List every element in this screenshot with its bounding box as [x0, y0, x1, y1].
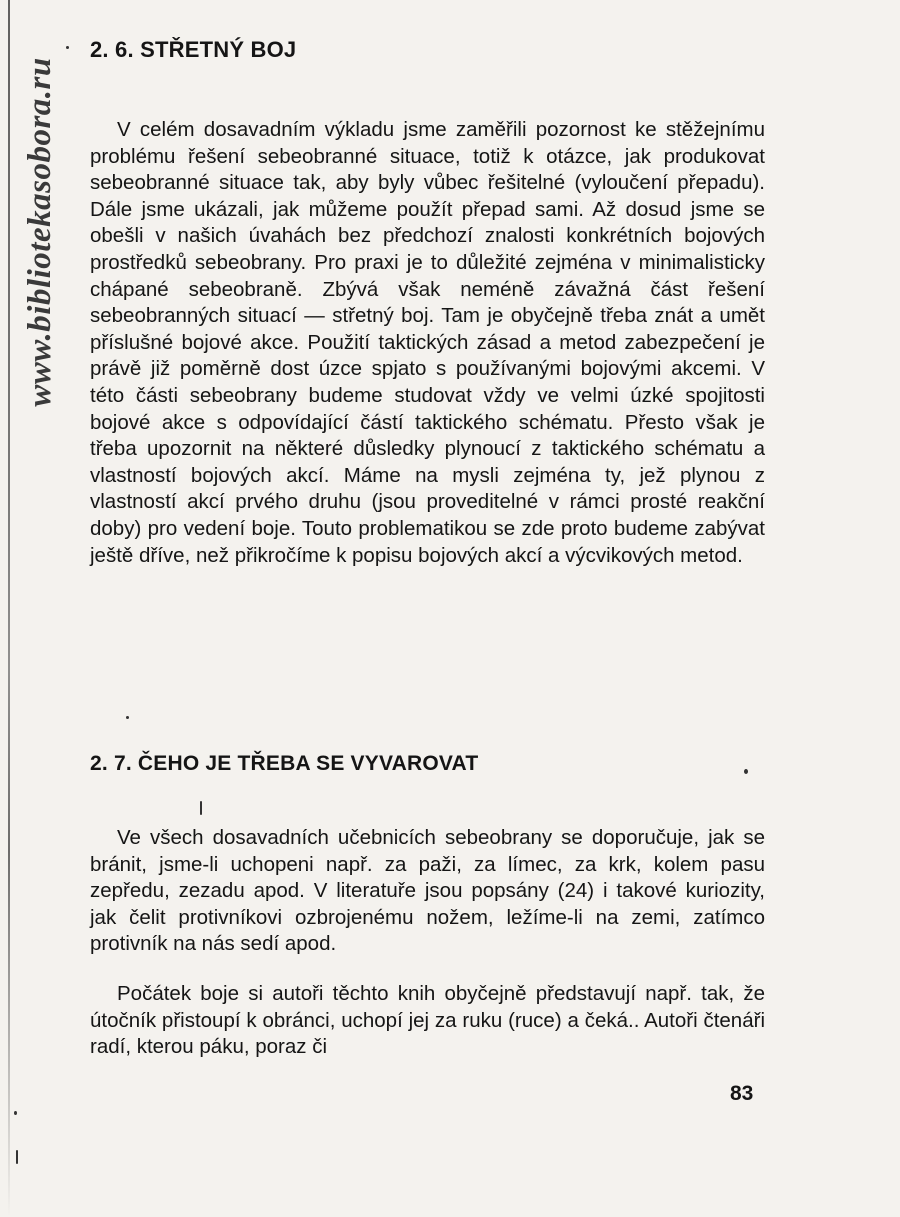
book-spine-edge: [8, 0, 10, 1217]
paragraph-vyvarovat-1: Ve všech dosavadních učebnicích sebeobrany se doporučuje, jak se bránit, jsme-li uchopeni např. za paži, za límec, za krk, kolem pasu zepředu, zezadu apod. V literatuře jsou popsány (24) i takové kuriozity, jak čelit protivníkovi ozbrojenému nožem, ležíme-li na zemi, zatímco protivník na nás sedí apod.: [90, 826, 765, 956]
speck-mark: [66, 46, 69, 49]
speck-mark: [16, 1150, 18, 1164]
paragraph-vyvarovat-2: Počátek boje si autoři těchto knih obyčejně představují např. tak, že útočník přistoupí k obránci, uchopí jej za ruku (ruce) a čeká.. Autoři čtenáři radí, kterou páku, poraz či: [90, 982, 765, 1059]
speck-mark: [14, 1111, 17, 1115]
page-number: 83: [730, 1082, 754, 1105]
speck-mark: [126, 716, 129, 719]
speck-mark: [200, 801, 202, 815]
paragraph-stretny-boj: V celém dosavadním výkladu jsme zaměřili pozornost ke stěžejnímu problému řešení sebeobranné situace, totiž k otázce, jak produkovat sebeobranné situace tak, aby byly vůbec řešitelné (vyloučení přepadu). Dále jsme ukázali, jak můžeme použít přepad sami. Až dosud jsme se obešli v našich úvahách bez předchozí znalosti konkrétních bojových prostředků sebeobrany. Pro praxi je to důležité zejména v minimalisticky chápané sebeobraně. Zbývá však neméně závažná část řešení sebeobranných situací — střetný boj. Tam je obyčejně třeba znát a umět příslušné bojové akce. Použití taktických zásad a metod zabezpečení je právě již poměrně dost úzce spjato s používanými bojovými akcemi. V této části sebeobrany budeme studovat vždy ve velmi úzké spojitosti bojové akce s odpovídající částí taktického schématu. Přesto však je třeba upozornit na některé důsledky plynoucí z taktického schématu a vlastností bojových akcí. Máme na mysli zejména ty, jež plynou z vlastností akcí prvého druhu (jsou proveditelné v rámci prosté reakční doby) pro vedení boje. Touto problematikou se zde proto budeme zabývat ještě dříve, než přikročíme k popisu bojových akcí a výcvikových metod.: [90, 118, 765, 567]
speck-mark: [744, 769, 748, 774]
section-heading-2-6: 2. 6. STŘETNÝ BOJ: [90, 37, 297, 62]
section-heading-2-7: 2. 7. ČEHO JE TŘEBA SE VYVAROVAT: [90, 752, 479, 775]
watermark: www.bibliotekasobora.ru: [22, 57, 58, 407]
